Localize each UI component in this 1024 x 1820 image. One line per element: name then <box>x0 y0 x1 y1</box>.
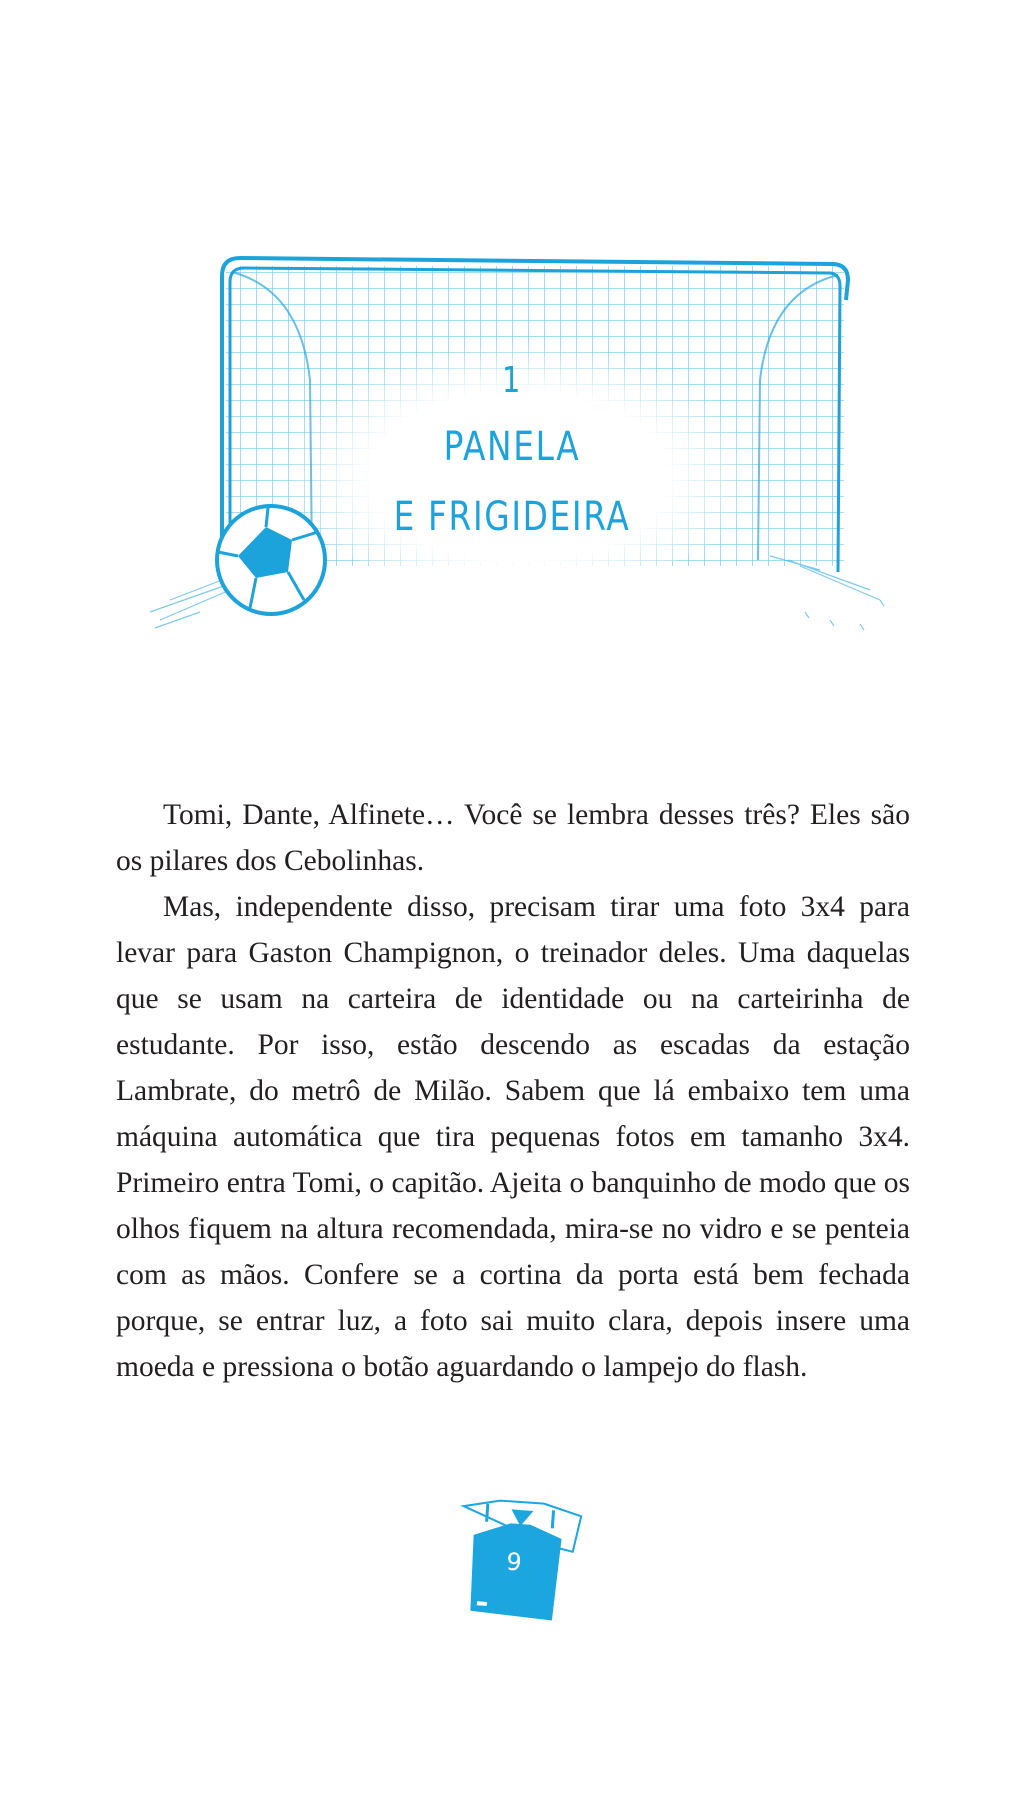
chapter-title-line1: PANELA <box>443 424 581 470</box>
chapter-title-line2: E FRIGIDEIRA <box>393 494 631 540</box>
paragraph: Mas, independente disso, precisam tirar uma foto 3x4 para levar para Gaston Champignon, o treinador deles. Uma daquelas que se usam na carteira de identidade ou na carteirinha de estudante. Por isso, estão descendo as escadas da estação Lambrate, do metrô de Milão. Sabem que lá embaixo tem uma máquina automática que tira pequenas fotos em tamanho 3x4. Primeiro entra Tomi, o capitão. Ajeita o banquinho de modo que os olhos fiquem na altura recomendada, mira-se no vidro e se penteia com as mãos. Confere se a cortina da porta está bem fechada porque, se entrar luz, a foto sai muito clara, depois insere uma moeda e pressiona o botão aguardando o lampejo do flash. <box>116 891 910 1383</box>
paragraph: Tomi, Dante, Alfinete… Você se lembra desses três? Eles são os pilares dos Cebolinhas. <box>116 799 910 877</box>
soccer-goal-illustration <box>0 0 1024 700</box>
page-number: 9 <box>505 1547 523 1577</box>
chapter-body <box>116 792 910 1390</box>
chapter-number: 1 <box>502 360 522 401</box>
